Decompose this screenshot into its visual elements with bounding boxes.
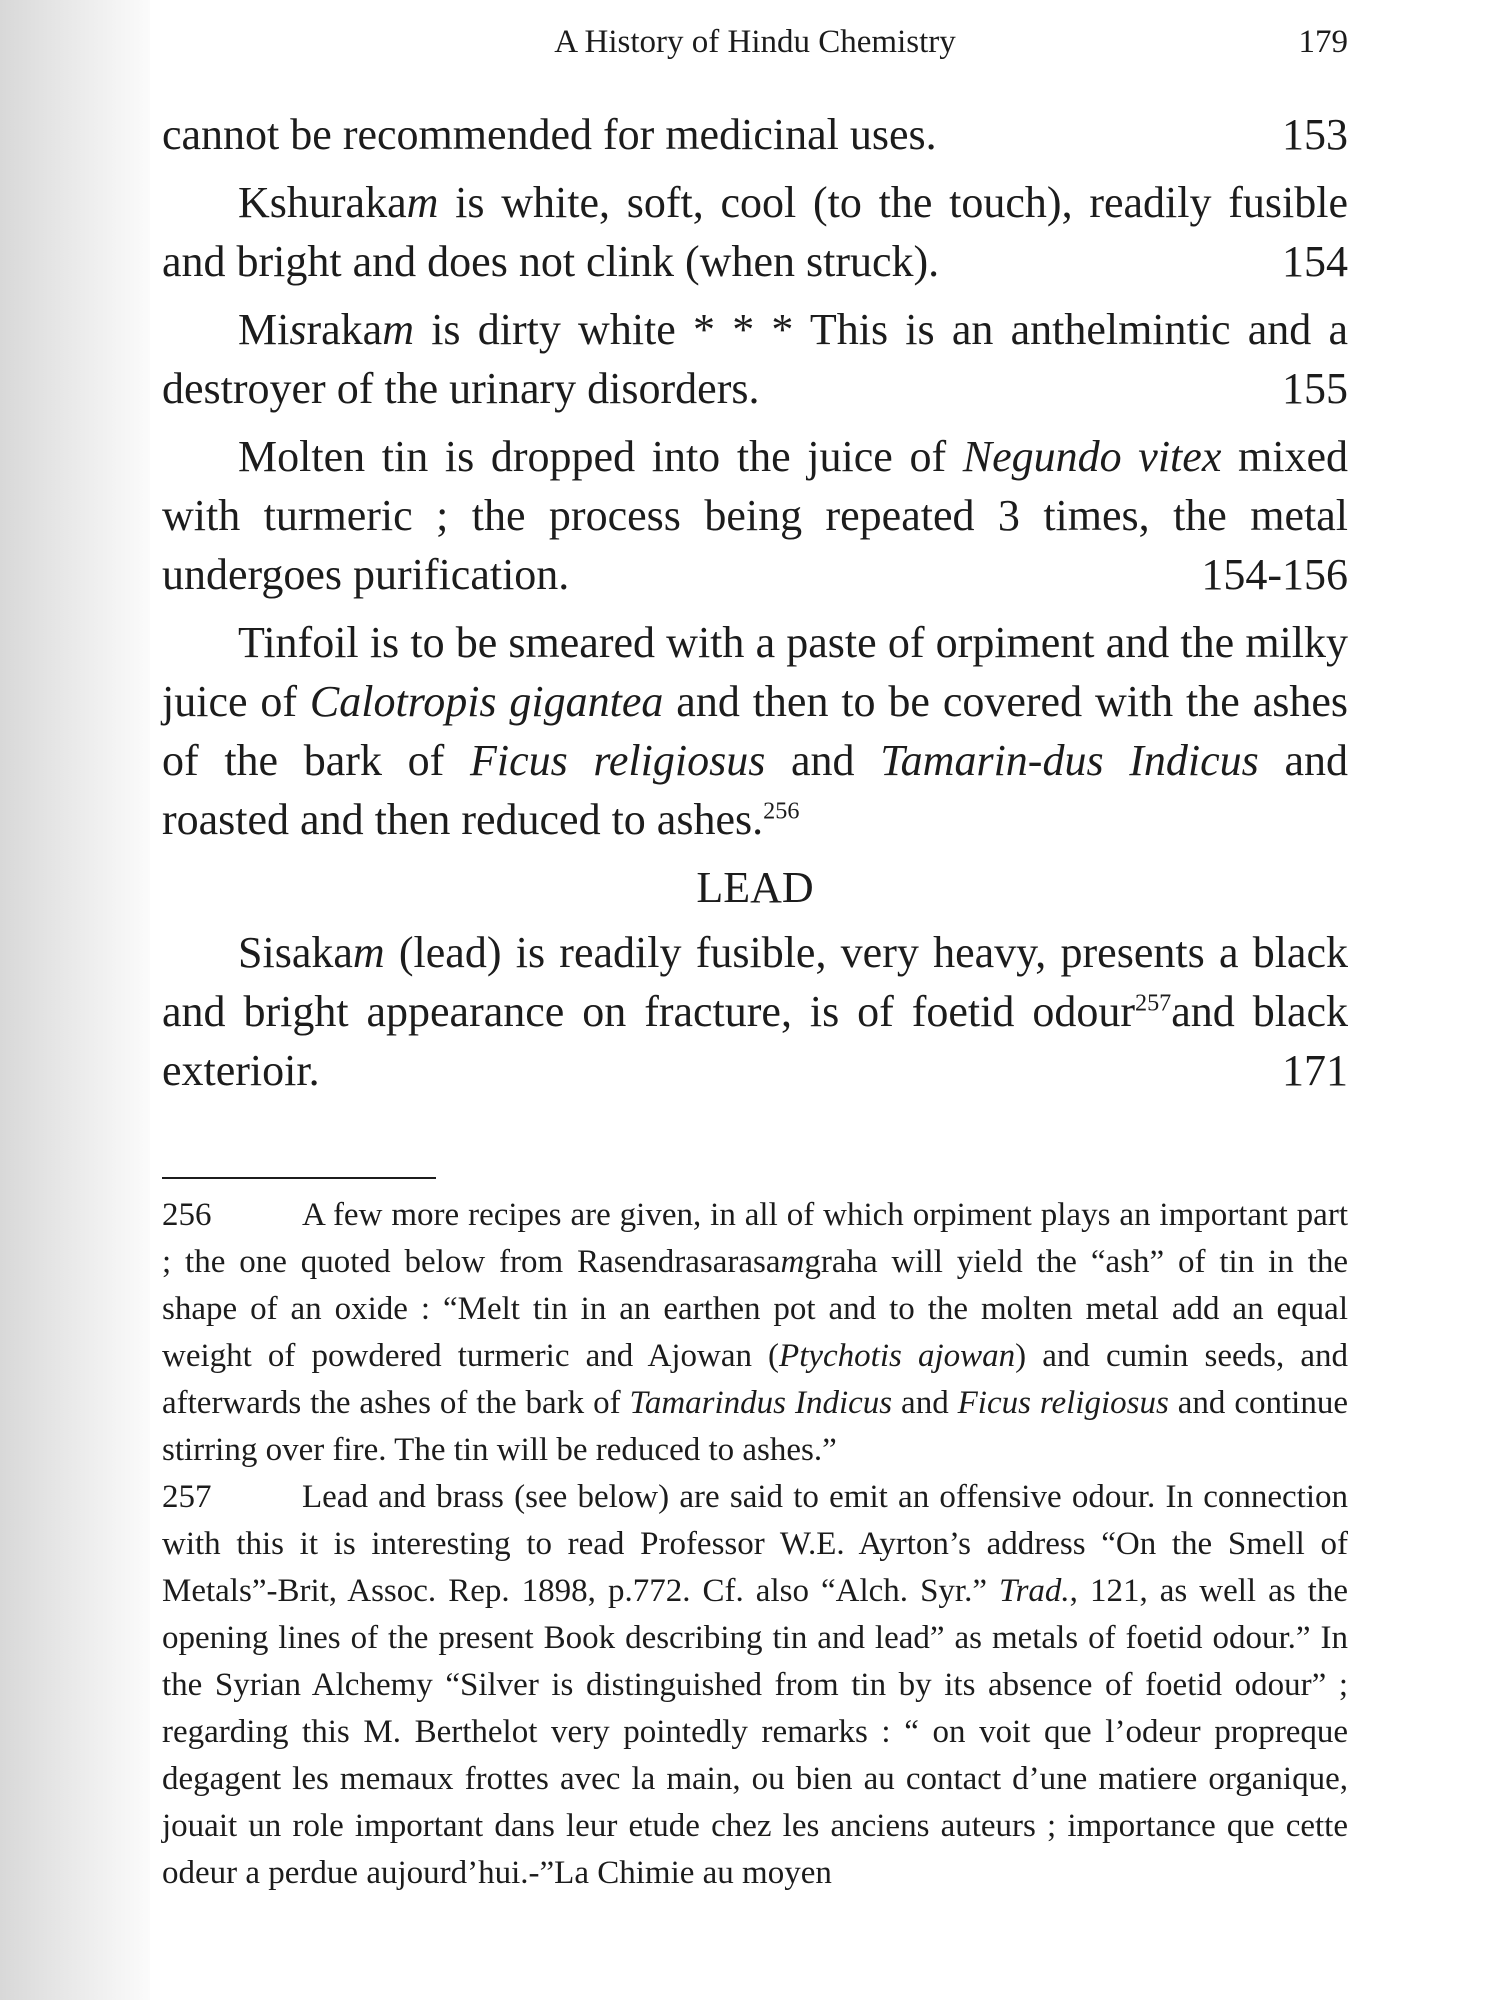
running-header xyxy=(162,24,1348,74)
footnote-257: 257 Lead and brass (see below) are said to emit an offensive odour. In connection with this it is interesting to read Professor W.E. Ayrton’s address “On the Smell of Metals”-Brit, Assoc. Rep. 1898, p.772. Cf. also “Alch. Syr.” Trad., 121, as well as the opening lines of the present Book describing tin and lead” as metals of foetid odour.” In the Syrian Alchemy “Silver is distinguished from tin by its absence of foetid odour” ; regarding this M. Berthelot very pointedly remarks : “ on voit que l’odeur propreque degagent les memaux frottes avec la main, ou bien au contact d’une matiere organique, jouait un role important dans leur etude chez les anciens auteurs ; importance que cette odeur a perdue aujourd’hui.-”La Chimie au moyen xyxy=(162,1474,1348,1897)
page-number: 179 xyxy=(1298,24,1348,60)
verse-ref: 154-156 xyxy=(1201,550,1348,599)
verse-ref: 153 xyxy=(1282,110,1348,159)
running-title: A History of Hindu Chemistry xyxy=(554,24,956,60)
footnote-number: 256 xyxy=(162,1197,212,1233)
footnote-number: 257 xyxy=(162,1479,212,1515)
footnotes xyxy=(162,1192,1348,1897)
verse-ref: 171 xyxy=(1282,1046,1348,1095)
footnote-marker: 257 xyxy=(1134,989,1172,1017)
footnote-marker: 256 xyxy=(763,797,800,825)
verse-ref: 155 xyxy=(1282,364,1348,413)
section-heading: LEAD xyxy=(696,863,814,912)
verse-ref: 154 xyxy=(1282,237,1348,286)
book-page xyxy=(162,0,1348,2000)
paragraph-tinfoil: Tinfoil is to be smeared with a paste of orpiment and the milky juice of Calotropis gigantea and then to be covered with the ashes of the bark of Ficus religiosus and Tamarin-dus Indicus and roasted and then reduced to ashes.$^{256}$ xyxy=(162,618,1348,844)
footnote-rule xyxy=(162,1177,436,1179)
page-gutter-shadow xyxy=(0,0,150,2000)
paragraph-misrakam: Misrakam is dirty white * * * This is an anthelmintic and a destroyer of the urinary disorders. 155 xyxy=(162,300,1348,418)
paragraph-lead: Sisakam (lead) is readily fusible, very heavy, presents a black and bright appearance on fracture, is of foetid odour$^{257}$and black exterioir. 171 xyxy=(162,923,1348,1100)
paragraph-1: cannot be recommended for medicinal uses. 153 xyxy=(162,105,1348,164)
footnote-256: 256 A few more recipes are given, in all of which orpiment plays an important part ; the one quoted below from Rasendrasarasamgraha will yield the “ash” of tin in the shape of an oxide : “Melt tin in an earthen pot and to the molten metal add an equal weight of powdered turmeric and Ajowan (Ptychotis ajowan) and cumin seeds, and afterwards the ashes of the bark of Tamarindus Indicus and Ficus religiosus and continue stirring over fire. The tin will be reduced to ashes.” xyxy=(162,1192,1348,1474)
paragraph-kshurakam: Kshurakam is white, soft, cool (to the touch), readily fusible and bright and does not clink (when struck). 154 xyxy=(162,173,1348,291)
main-text xyxy=(162,105,1348,1109)
paragraph-molten-tin: Molten tin is dropped into the juice of Negundo vitex mixed with turmeric ; the process being repeated 3 times, the metal undergoes purification. 154-156 xyxy=(162,427,1348,604)
